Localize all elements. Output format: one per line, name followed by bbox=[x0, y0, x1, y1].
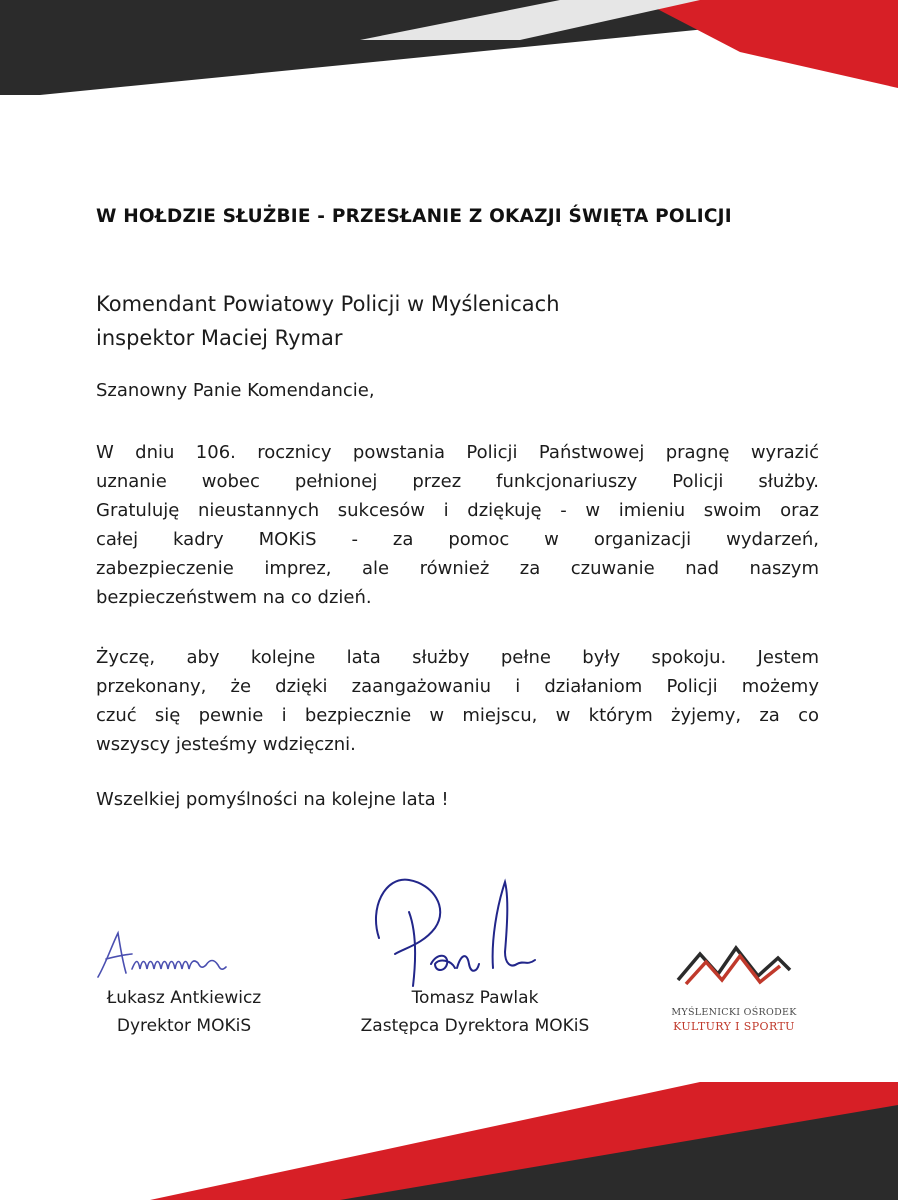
paragraph-1 bbox=[96, 438, 819, 612]
signatory-role: Zastępca Dyrektora MOKiS bbox=[360, 1016, 590, 1036]
closing-line: Wszelkiej pomyślności na kolejne lata ! bbox=[96, 789, 449, 810]
addressee-line: inspektor Maciej Rymar bbox=[96, 326, 343, 350]
paragraph-line: czuć się pewnie i bezpiecznie w miejscu, w którym żyjemy, za co bbox=[96, 705, 819, 726]
footer-red-band bbox=[150, 1082, 898, 1200]
paragraph-line: zabezpieczenie imprez, ale również za czuwanie nad naszym bbox=[96, 558, 819, 579]
paragraph-line: całej kadry MOKiS - za pomoc w organizacji wydarzeń, bbox=[96, 529, 819, 550]
header-grey-band bbox=[360, 0, 700, 40]
signature-antkiewicz bbox=[92, 925, 242, 985]
paragraph-line: uznanie wobec pełnionej przez funkcjonariuszy Policji służby. bbox=[96, 471, 819, 492]
signatory-name: Łukasz Antkiewicz bbox=[106, 988, 262, 1008]
footer-dark-band bbox=[340, 1105, 898, 1200]
addressee-line: Komendant Powiatowy Policji w Myślenicach bbox=[96, 292, 560, 316]
signatory-role: Dyrektor MOKiS bbox=[116, 1016, 252, 1036]
paragraph-line: przekonany, że dzięki zaangażowaniu i działaniom Policji możemy bbox=[96, 676, 819, 697]
greeting: Szanowny Panie Komendancie, bbox=[96, 380, 375, 401]
paragraph-line: Gratuluję nieustannych sukcesów i dziękuję - w imieniu swoim oraz bbox=[96, 500, 819, 521]
letter-title: W HOŁDZIE SŁUŻBIE - PRZESŁANIE Z OKAZJI ŚWIĘTA POLICJI bbox=[96, 206, 732, 227]
logo-text-line1: MYŚLENICKI OŚRODEK bbox=[671, 1007, 797, 1018]
header-dark-band bbox=[0, 0, 898, 95]
signatory-director bbox=[84, 984, 284, 1040]
logo-text-line2: KULTURY I SPORTU bbox=[673, 1020, 795, 1033]
addressee-block bbox=[96, 287, 796, 355]
signature-pawlak bbox=[365, 868, 555, 993]
signatory-name: Tomasz Pawlak bbox=[411, 988, 539, 1008]
paragraph-line: W dniu 106. rocznicy powstania Policji Państwowej pragnę wyrazić bbox=[96, 442, 819, 463]
paragraph-2 bbox=[96, 643, 819, 759]
paragraph-line: Życzę, aby kolejne lata służby pełne były spokoju. Jestem bbox=[96, 647, 819, 668]
paragraph-line: wszyscy jesteśmy wdzięczni. bbox=[96, 734, 356, 755]
header-red-band bbox=[640, 0, 898, 88]
signatory-deputy-director bbox=[330, 984, 620, 1040]
paragraph-line: bezpieczeństwem na co dzień. bbox=[96, 587, 372, 608]
